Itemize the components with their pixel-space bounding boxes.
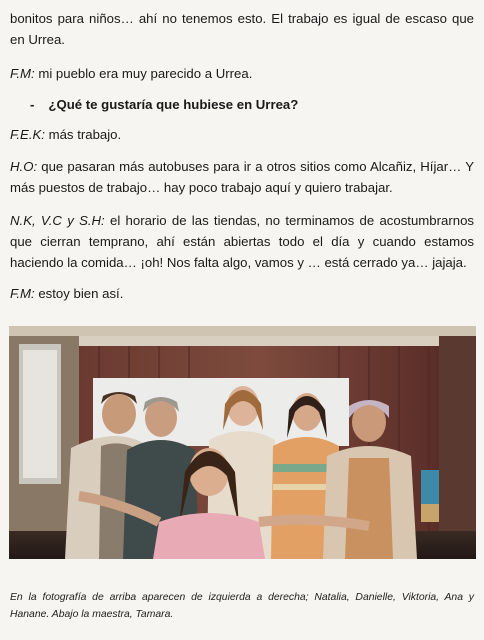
speaker-text: mi pueblo era muy parecido a Urrea.: [34, 66, 253, 81]
paragraph-ho: [10, 156, 474, 198]
speaker-label: F.E.K:: [10, 127, 45, 142]
question-bullet: -: [30, 97, 35, 112]
paragraph-fek: [10, 124, 474, 145]
speaker-text: el horario de las tiendas, no terminamos de acostumbrarnos que cierran temprano, ahí están abiertas todo el día y cuando estamos haciendo la comida… ¡oh! Nos falta algo, vamos y … está cerrado ya… jajaja.: [10, 213, 474, 270]
interview-question: [30, 94, 470, 115]
speaker-label: F.M:: [10, 286, 35, 301]
paragraph-fm-1: [10, 63, 474, 84]
paragraph-fm-2: [10, 283, 474, 304]
speaker-text: estoy bien así.: [34, 286, 124, 301]
speaker-label: F.M:: [10, 66, 35, 81]
question-text: ¿Qué te gustaría que hubiese en Urrea?: [48, 97, 299, 112]
speaker-label: N.K, V.C y S.H:: [10, 213, 105, 228]
group-photo: [9, 326, 476, 559]
speaker-label: H.O:: [10, 159, 38, 174]
speaker-text: que pasaran más autobuses para ir a otros sitios como Alcañiz, Híjar… Y más puestos de trabajo… hay poco trabajo aquí y quiero trabajar.: [10, 159, 474, 195]
paragraph-intro: bonitos para niños… ahí no tenemos esto. El trabajo es igual de escaso que en Urrea.: [10, 11, 474, 47]
speaker-text: más trabajo.: [44, 127, 122, 142]
paragraph-nk: [10, 210, 474, 273]
photo-caption: En la fotografía de arriba aparecen de izquierda a derecha; Natalia, Danielle, Viktoria, Ana y Hanane. Abajo la maestra, Tamara.: [10, 592, 474, 620]
